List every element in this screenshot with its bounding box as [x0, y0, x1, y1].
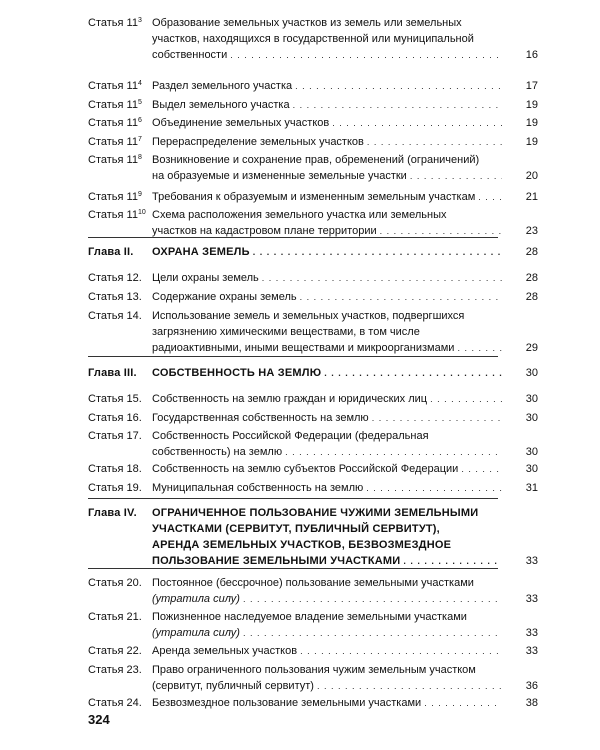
- dot-leader: [457, 340, 502, 356]
- page-ref: 31: [525, 482, 538, 494]
- entry-title-text: ПОЛЬЗОВАНИЕ ЗЕМЕЛЬНЫМИ УЧАСТКАМИ: [152, 555, 401, 567]
- toc-entry[interactable]: [0, 97, 600, 113]
- page-ref: 30: [525, 393, 538, 405]
- entry-title: [152, 428, 502, 460]
- entry-title-line: [152, 553, 502, 569]
- dot-leader: [253, 244, 502, 260]
- page-ref: 30: [525, 463, 538, 475]
- article-label: Статья 11: [88, 209, 138, 221]
- dot-leader: [372, 410, 502, 426]
- entry-title-line: [152, 410, 502, 426]
- article-number: [88, 270, 142, 286]
- article-number: [88, 575, 142, 591]
- dot-leader: [300, 289, 502, 305]
- article-label: Статья 14.: [88, 310, 142, 322]
- entry-title-text: ОХРАНА ЗЕМЕЛЬ: [152, 246, 250, 258]
- dot-leader: [285, 444, 502, 460]
- entry-title-line: Возникновение и сохранение прав, обременений (ограничений): [152, 154, 480, 166]
- entry-title-text: (утратила силу): [152, 627, 240, 639]
- entry-title-line: [152, 678, 502, 694]
- article-superscript: 10: [137, 209, 146, 216]
- entry-title: [152, 134, 502, 150]
- entry-title: [152, 480, 502, 496]
- article-label: Статья 11: [88, 154, 138, 166]
- entry-title-text: Государственная собственность на землю: [152, 412, 369, 424]
- entry-title: [152, 115, 502, 131]
- dot-leader: [262, 270, 502, 286]
- article-number: [88, 410, 142, 426]
- toc-entry[interactable]: [0, 152, 600, 184]
- dot-leader: [293, 97, 502, 113]
- article-label: Статья 21.: [88, 611, 142, 623]
- toc-entry[interactable]: [0, 461, 600, 477]
- article-label: Глава III.: [88, 367, 137, 379]
- toc-entry[interactable]: [0, 134, 600, 150]
- entry-title-text: СОБСТВЕННОСТЬ НА ЗЕМЛЮ: [152, 367, 322, 379]
- page-ref: 33: [525, 645, 538, 657]
- page-ref: 19: [525, 117, 538, 129]
- entry-title-line: Право ограниченного пользования чужим земельным участком: [152, 664, 476, 676]
- entry-title-line: [152, 444, 502, 460]
- entry-title-line: Образование земельных участков из земель или земельных: [152, 17, 462, 29]
- page-ref: 33: [525, 627, 538, 639]
- toc-entry[interactable]: [0, 695, 600, 711]
- page-ref: 28: [525, 246, 538, 258]
- article-number: [88, 428, 142, 444]
- entry-title: [152, 152, 502, 184]
- entry-title-text: Выдел земельного участка: [152, 99, 290, 111]
- article-superscript: 9: [137, 191, 142, 198]
- page-ref: 21: [525, 191, 538, 203]
- article-number: [88, 308, 142, 324]
- dot-leader: [410, 168, 502, 184]
- entry-title: [152, 308, 502, 356]
- chapter-number: [88, 365, 137, 381]
- toc-entry[interactable]: [0, 270, 600, 286]
- page-ref: 19: [525, 136, 538, 148]
- article-label: Статья 20.: [88, 577, 142, 589]
- article-number: [88, 391, 142, 407]
- entry-title-line: [152, 695, 502, 711]
- entry-title: [152, 207, 502, 239]
- toc-entry[interactable]: [0, 428, 600, 460]
- entry-title: [152, 695, 502, 711]
- toc-entry[interactable]: [0, 15, 600, 63]
- chapter-number: [88, 505, 137, 521]
- page-ref: 23: [525, 225, 538, 237]
- entry-title-line: АРЕНДА ЗЕМЕЛЬНЫХ УЧАСТКОВ, БЕЗВОЗМЕЗДНОЕ: [152, 539, 452, 551]
- entry-title-line: [152, 168, 502, 184]
- article-label: Статья 11: [88, 99, 138, 111]
- entry-title: [152, 662, 502, 694]
- dot-leader: [430, 391, 502, 407]
- entry-title-text: радиоактивными, иными веществами и микроорганизмами: [152, 342, 455, 354]
- article-label: Статья 19.: [88, 482, 142, 494]
- article-number: [88, 609, 142, 625]
- article-label: Статья 11: [88, 136, 138, 148]
- article-label: Статья 22.: [88, 645, 142, 657]
- toc-entry[interactable]: [0, 480, 600, 496]
- toc-entry[interactable]: [0, 410, 600, 426]
- entry-title-line: Собственность Российской Федерации (федеральная: [152, 430, 429, 442]
- dot-leader: [367, 134, 502, 150]
- entry-title-text: участков на кадастровом плане территории: [152, 225, 377, 237]
- dot-leader: [332, 115, 502, 131]
- dot-leader: [366, 480, 502, 496]
- toc-entry[interactable]: [0, 643, 600, 659]
- article-number: [88, 480, 142, 496]
- entry-title-line: [152, 461, 502, 477]
- entry-title-line: [152, 189, 502, 205]
- entry-title: [152, 15, 502, 63]
- article-number: [88, 207, 146, 223]
- toc-entry[interactable]: [0, 662, 600, 694]
- entry-title: [152, 97, 502, 113]
- toc-entry[interactable]: [0, 207, 600, 239]
- entry-title: [152, 189, 502, 205]
- article-number: [88, 461, 142, 477]
- entry-title-text: Собственность на землю субъектов Российской Федерации: [152, 463, 459, 475]
- article-superscript: 8: [137, 154, 142, 161]
- dot-leader: [324, 365, 502, 381]
- entry-title-text: Муниципальная собственность на землю: [152, 482, 364, 494]
- dot-leader: [403, 553, 502, 569]
- entry-title-text: собственности: [152, 49, 228, 61]
- entry-title-line: загрязнению химическими веществами, в том числе: [152, 326, 420, 338]
- dot-leader: [295, 78, 502, 94]
- entry-title-line: ОГРАНИЧЕННОЕ ПОЛЬЗОВАНИЕ ЧУЖИМИ ЗЕМЕЛЬНЫМИ: [152, 507, 479, 519]
- toc-entry[interactable]: [0, 308, 600, 356]
- entry-title-text: Объединение земельных участков: [152, 117, 330, 129]
- entry-title-line: Схема расположения земельного участка или земельных: [152, 209, 447, 221]
- entry-title: [152, 289, 502, 305]
- article-superscript: 5: [137, 99, 142, 106]
- page-ref: 38: [525, 697, 538, 709]
- article-label: Статья 11: [88, 191, 138, 203]
- entry-title: [152, 575, 502, 607]
- article-superscript: 6: [137, 117, 142, 124]
- entry-title-line: [152, 365, 502, 381]
- page-ref: 36: [525, 680, 538, 692]
- chapter-divider: [88, 356, 498, 357]
- toc-entry[interactable]: [0, 575, 600, 607]
- chapter-number: [88, 244, 134, 260]
- dot-leader: [461, 461, 502, 477]
- article-label: Статья 11: [88, 17, 138, 29]
- dot-leader: [243, 591, 502, 607]
- chapter-title: [152, 244, 502, 260]
- page-ref: 28: [525, 291, 538, 303]
- article-label: Статья 12.: [88, 272, 142, 284]
- article-label: Статья 11: [88, 117, 138, 129]
- article-number: [88, 643, 142, 659]
- entry-title-text: (утратила силу): [152, 593, 240, 605]
- chapter-divider: [88, 498, 498, 499]
- article-label: Статья 11: [88, 80, 138, 92]
- page-ref: 30: [525, 367, 538, 379]
- article-superscript: 3: [137, 17, 142, 24]
- entry-title-text: Безвозмездное пользование земельными участками: [152, 697, 422, 709]
- entry-title-text: Собственность на землю граждан и юридических лиц: [152, 393, 428, 405]
- dot-leader: [424, 695, 502, 711]
- entry-title-line: [152, 480, 502, 496]
- article-number: [88, 78, 142, 94]
- entry-title-text: Содержание охраны земель: [152, 291, 297, 303]
- article-number: [88, 289, 142, 305]
- entry-title-line: [152, 289, 502, 305]
- page-ref: 33: [525, 555, 538, 567]
- entry-title-line: [152, 78, 502, 94]
- entry-title-line: [152, 223, 502, 239]
- entry-title-line: Постоянное (бессрочное) пользование земельными участками: [152, 577, 474, 589]
- toc-entry[interactable]: [0, 289, 600, 305]
- dot-leader: [380, 223, 502, 239]
- entry-title-text: собственность) на землю: [152, 446, 283, 458]
- dot-leader: [478, 189, 502, 205]
- article-number: [88, 695, 142, 711]
- entry-title-line: [152, 270, 502, 286]
- entry-title-line: [152, 591, 502, 607]
- dot-leader: [230, 47, 502, 63]
- toc-entry[interactable]: [0, 115, 600, 131]
- article-label: Статья 13.: [88, 291, 142, 303]
- entry-title-line: [152, 625, 502, 641]
- entry-title: [152, 270, 502, 286]
- article-label: Глава IV.: [88, 507, 137, 519]
- entry-title-line: [152, 643, 502, 659]
- page-ref: 20: [525, 170, 538, 182]
- entry-title-line: [152, 97, 502, 113]
- chapter-heading[interactable]: [0, 505, 600, 569]
- article-number: [88, 662, 142, 678]
- article-label: Статья 24.: [88, 697, 142, 709]
- entry-title-line: [152, 134, 502, 150]
- page-ref: 28: [525, 272, 538, 284]
- page-ref: 17: [525, 80, 538, 92]
- article-label: Статья 23.: [88, 664, 142, 676]
- page-ref: 16: [525, 49, 538, 61]
- entry-title-line: [152, 340, 502, 356]
- entry-title-line: УЧАСТКАМИ (СЕРВИТУТ, ПУБЛИЧНЫЙ СЕРВИТУТ),: [152, 523, 440, 535]
- page-number: 324: [88, 712, 110, 727]
- page-ref: 29: [525, 342, 538, 354]
- article-number: [88, 15, 142, 31]
- dot-leader: [243, 625, 502, 641]
- toc-entry[interactable]: [0, 78, 600, 94]
- entry-title-text: Раздел земельного участка: [152, 80, 293, 92]
- article-number: [88, 97, 142, 113]
- chapter-title: [152, 505, 502, 569]
- entry-title-line: [152, 391, 502, 407]
- entry-title: [152, 643, 502, 659]
- toc-entry[interactable]: [0, 189, 600, 205]
- page-ref: 33: [525, 593, 538, 605]
- entry-title: [152, 410, 502, 426]
- article-number: [88, 189, 142, 205]
- article-label: Глава II.: [88, 246, 134, 258]
- entry-title: [152, 461, 502, 477]
- article-label: Статья 16.: [88, 412, 142, 424]
- entry-title-text: Требования к образуемым и измененным земельным участкам: [152, 191, 476, 203]
- article-superscript: 7: [137, 136, 142, 143]
- entry-title-text: Перераспределение земельных участков: [152, 136, 364, 148]
- entry-title-line: [152, 115, 502, 131]
- entry-title: [152, 609, 502, 641]
- entry-title-line: Пожизненное наследуемое владение земельными участками: [152, 611, 467, 623]
- article-label: Статья 18.: [88, 463, 142, 475]
- entry-title-text: на образуемые и измененные земельные участки: [152, 170, 407, 182]
- page-ref: 19: [525, 99, 538, 111]
- article-label: Статья 17.: [88, 430, 142, 442]
- chapter-heading[interactable]: [0, 244, 600, 260]
- dot-leader: [317, 678, 502, 694]
- article-label: Статья 15.: [88, 393, 142, 405]
- chapter-heading[interactable]: [0, 365, 600, 381]
- entry-title: [152, 391, 502, 407]
- article-number: [88, 115, 142, 131]
- page-ref: 30: [525, 412, 538, 424]
- article-superscript: 4: [137, 80, 142, 87]
- toc-entry[interactable]: [0, 391, 600, 407]
- toc-entry[interactable]: [0, 609, 600, 641]
- entry-title-text: Аренда земельных участков: [152, 645, 298, 657]
- entry-title: [152, 78, 502, 94]
- entry-title-text: Цели охраны земель: [152, 272, 259, 284]
- entry-title-line: [152, 244, 502, 260]
- chapter-title: [152, 365, 502, 381]
- entry-title-text: (сервитут, публичный сервитут): [152, 680, 314, 692]
- entry-title-line: [152, 47, 502, 63]
- article-number: [88, 152, 142, 168]
- entry-title-line: участков, находящихся в государственной или муниципальной: [152, 33, 474, 45]
- article-number: [88, 134, 142, 150]
- entry-title-line: Использование земель и земельных участков, подвергшихся: [152, 310, 465, 322]
- page-ref: 30: [525, 446, 538, 458]
- dot-leader: [300, 643, 502, 659]
